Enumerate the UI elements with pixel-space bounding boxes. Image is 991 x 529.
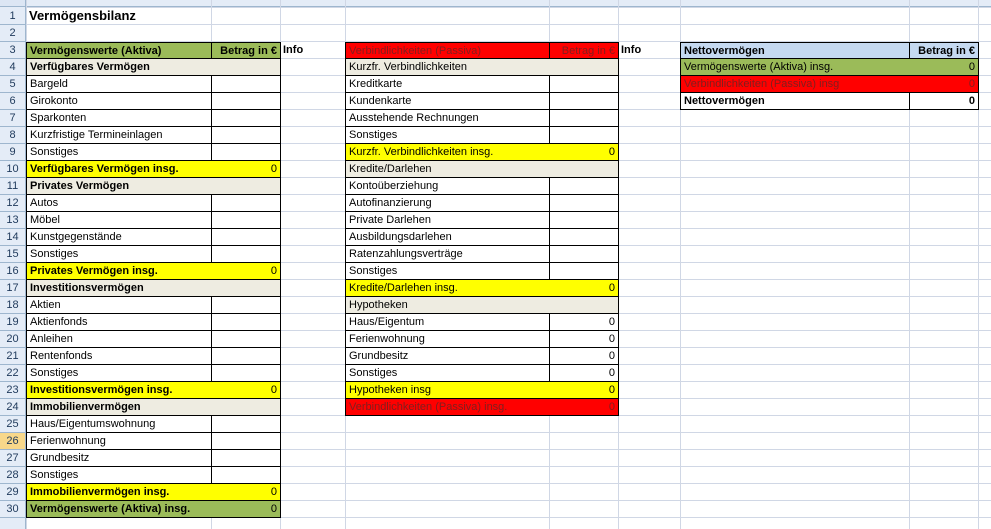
netto-header[interactable]: Nettovermögen — [680, 42, 910, 59]
aktiva-label-cell[interactable]: Ferienwohnung — [26, 433, 212, 450]
passiva-label-cell[interactable]: Kreditkarte — [345, 76, 550, 93]
row-number-26[interactable]: 26 — [0, 433, 25, 450]
passiva-value-cell[interactable] — [549, 229, 619, 246]
aktiva-label-cell[interactable]: Privates Vermögen — [26, 178, 212, 195]
aktiva-value-cell[interactable]: 0 — [211, 161, 281, 178]
passiva-amount-header[interactable]: Betrag in € — [549, 42, 619, 59]
row-number-14[interactable]: 14 — [0, 229, 25, 246]
aktiva-label-cell[interactable]: Sonstiges — [26, 365, 212, 382]
netto-label-cell[interactable]: Vermögenswerte (Aktiva) insg. — [680, 59, 910, 76]
passiva-value-cell[interactable]: 0 — [549, 331, 619, 348]
passiva-label-cell[interactable]: Grundbesitz — [345, 348, 550, 365]
netto-value-cell[interactable]: 0 — [909, 76, 979, 93]
aktiva-value-cell[interactable] — [211, 178, 281, 195]
passiva-label-cell[interactable]: Kredite/Darlehen — [345, 161, 550, 178]
passiva-value-cell[interactable] — [549, 161, 619, 178]
passiva-label-cell[interactable]: Sonstiges — [345, 263, 550, 280]
passiva-label-cell[interactable]: Hypotheken insg — [345, 382, 550, 399]
aktiva-label-cell[interactable]: Verfügbares Vermögen — [26, 59, 212, 76]
aktiva-label-cell[interactable]: Rentenfonds — [26, 348, 212, 365]
aktiva-label-cell[interactable]: Immobilienvermögen insg. — [26, 484, 212, 501]
passiva-value-cell[interactable] — [549, 76, 619, 93]
aktiva-label-cell[interactable]: Aktien — [26, 297, 212, 314]
aktiva-value-cell[interactable] — [211, 229, 281, 246]
passiva-label-cell[interactable]: Ausbildungsdarlehen — [345, 229, 550, 246]
select-all-corner[interactable] — [0, 0, 26, 6]
row-number-1[interactable]: 1 — [0, 8, 25, 25]
passiva-value-cell[interactable] — [549, 110, 619, 127]
aktiva-value-cell[interactable] — [211, 195, 281, 212]
aktiva-label-cell[interactable]: Girokonto — [26, 93, 212, 110]
aktiva-value-cell[interactable] — [211, 212, 281, 229]
passiva-value-cell[interactable] — [549, 246, 619, 263]
row-number-9[interactable]: 9 — [0, 144, 25, 161]
aktiva-label-cell[interactable]: Sonstiges — [26, 467, 212, 484]
aktiva-label-cell[interactable]: Kurzfristige Termineinlagen — [26, 127, 212, 144]
row-number-12[interactable]: 12 — [0, 195, 25, 212]
aktiva-label-cell[interactable]: Sonstiges — [26, 246, 212, 263]
netto-value-cell[interactable]: 0 — [909, 93, 979, 110]
aktiva-label-cell[interactable]: Anleihen — [26, 331, 212, 348]
row-number-21[interactable]: 21 — [0, 348, 25, 365]
passiva-value-cell[interactable] — [549, 212, 619, 229]
aktiva-value-cell[interactable] — [211, 246, 281, 263]
aktiva-value-cell[interactable] — [211, 280, 281, 297]
row-number-5[interactable]: 5 — [0, 76, 25, 93]
passiva-label-cell[interactable]: Haus/Eigentum — [345, 314, 550, 331]
passiva-label-cell[interactable]: Kurzfr. Verbindlichkeiten insg. — [345, 144, 550, 161]
aktiva-value-cell[interactable] — [211, 297, 281, 314]
row-number-24[interactable]: 24 — [0, 399, 25, 416]
passiva-value-cell[interactable] — [549, 59, 619, 76]
row-number-19[interactable]: 19 — [0, 314, 25, 331]
aktiva-label-cell[interactable]: Möbel — [26, 212, 212, 229]
aktiva-label-cell[interactable]: Aktienfonds — [26, 314, 212, 331]
aktiva-label-cell[interactable]: Haus/Eigentumswohnung — [26, 416, 212, 433]
row-number-15[interactable]: 15 — [0, 246, 25, 263]
passiva-value-cell[interactable]: 0 — [549, 382, 619, 399]
row-number-30[interactable]: 30 — [0, 501, 25, 518]
row-header-bar — [0, 7, 26, 529]
aktiva-value-cell[interactable]: 0 — [211, 501, 281, 518]
aktiva-label-cell[interactable]: Privates Vermögen insg. — [26, 263, 212, 280]
passiva-value-cell[interactable] — [549, 127, 619, 144]
aktiva-value-cell[interactable] — [211, 93, 281, 110]
passiva-value-cell[interactable] — [549, 195, 619, 212]
passiva-value-cell[interactable] — [549, 263, 619, 280]
row-number-7[interactable]: 7 — [0, 110, 25, 127]
row-number-3[interactable]: 3 — [0, 42, 25, 59]
aktiva-value-cell[interactable]: 0 — [211, 263, 281, 280]
row-number-23[interactable]: 23 — [0, 382, 25, 399]
aktiva-value-cell[interactable] — [211, 416, 281, 433]
passiva-value-cell[interactable]: 0 — [549, 365, 619, 382]
passiva-label-cell[interactable]: Ferienwohnung — [345, 331, 550, 348]
aktiva-value-cell[interactable] — [211, 331, 281, 348]
passiva-label-cell[interactable]: Ratenzahlungsverträge — [345, 246, 550, 263]
aktiva-value-cell[interactable] — [211, 433, 281, 450]
passiva-value-cell[interactable] — [549, 178, 619, 195]
aktiva-label-cell[interactable]: Autos — [26, 195, 212, 212]
row-number-22[interactable]: 22 — [0, 365, 25, 382]
aktiva-value-cell[interactable]: 0 — [211, 484, 281, 501]
row-number-20[interactable]: 20 — [0, 331, 25, 348]
passiva-label-cell[interactable]: Kundenkarte — [345, 93, 550, 110]
aktiva-label-cell[interactable]: Investitionsvermögen insg. — [26, 382, 212, 399]
passiva-value-cell[interactable]: 0 — [549, 144, 619, 161]
aktiva-label-cell[interactable]: Sparkonten — [26, 110, 212, 127]
aktiva-label-cell[interactable]: Immobilienvermögen — [26, 399, 212, 416]
aktiva-value-cell[interactable] — [211, 76, 281, 93]
aktiva-value-cell[interactable] — [211, 467, 281, 484]
passiva-label-cell[interactable]: Sonstiges — [345, 127, 550, 144]
aktiva-value-cell[interactable] — [211, 110, 281, 127]
passiva-label-cell[interactable]: Sonstiges — [345, 365, 550, 382]
aktiva-label-cell[interactable]: Bargeld — [26, 76, 212, 93]
aktiva-amount-header[interactable]: Betrag in € — [211, 42, 281, 59]
row-number-6[interactable]: 6 — [0, 93, 25, 110]
aktiva-info-label[interactable]: Info — [283, 44, 304, 56]
aktiva-header[interactable]: Vermögenswerte (Aktiva) — [26, 42, 212, 59]
row-number-11[interactable]: 11 — [0, 178, 25, 195]
aktiva-value-cell[interactable] — [211, 127, 281, 144]
passiva-label-cell[interactable]: Kontoüberziehung — [345, 178, 550, 195]
row-number-29[interactable]: 29 — [0, 484, 25, 501]
netto-label-cell[interactable]: Verbindlichkeiten (Passiva) insg — [680, 76, 910, 93]
sheet-title[interactable]: Vermögensbilanz — [29, 8, 136, 23]
column-header-bar[interactable] — [0, 0, 991, 7]
aktiva-label-cell[interactable]: Verfügbares Vermögen insg. — [26, 161, 212, 178]
netto-value-cell[interactable]: 0 — [909, 59, 979, 76]
passiva-label-cell[interactable]: Kredite/Darlehen insg. — [345, 280, 550, 297]
row-number-13[interactable]: 13 — [0, 212, 25, 229]
aktiva-label-cell[interactable]: Investitionsvermögen — [26, 280, 212, 297]
row-number-4[interactable]: 4 — [0, 59, 25, 76]
aktiva-value-cell[interactable] — [211, 144, 281, 161]
row-number-27[interactable]: 27 — [0, 450, 25, 467]
aktiva-label-cell[interactable]: Vermögenswerte (Aktiva) insg. — [26, 501, 212, 518]
passiva-label-cell[interactable]: Ausstehende Rechnungen — [345, 110, 550, 127]
passiva-label-cell[interactable]: Verbindlichkeiten (Passiva) insg. — [345, 399, 550, 416]
aktiva-value-cell[interactable] — [211, 59, 281, 76]
passiva-header[interactable]: Verbindlichkeiten (Passiva) — [345, 42, 550, 59]
netto-amount-header[interactable]: Betrag in € — [909, 42, 979, 59]
passiva-info-label[interactable]: Info — [621, 44, 642, 56]
passiva-label-cell[interactable]: Autofinanzierung — [345, 195, 550, 212]
aktiva-value-cell[interactable]: 0 — [211, 382, 281, 399]
passiva-label-cell[interactable]: Kurzfr. Verbindlichkeiten — [345, 59, 550, 76]
row-number-18[interactable]: 18 — [0, 297, 25, 314]
row-number-16[interactable]: 16 — [0, 263, 25, 280]
passiva-value-cell[interactable] — [549, 297, 619, 314]
passiva-value-cell[interactable]: 0 — [549, 314, 619, 331]
passiva-value-cell[interactable]: 0 — [549, 399, 619, 416]
passiva-value-cell[interactable]: 0 — [549, 348, 619, 365]
aktiva-value-cell[interactable] — [211, 450, 281, 467]
passiva-label-cell[interactable]: Private Darlehen — [345, 212, 550, 229]
aktiva-label-cell[interactable]: Grundbesitz — [26, 450, 212, 467]
netto-label-cell[interactable]: Nettovermögen — [680, 93, 910, 110]
aktiva-label-cell[interactable]: Sonstiges — [26, 144, 212, 161]
passiva-label-cell[interactable]: Hypotheken — [345, 297, 550, 314]
row-number-10[interactable]: 10 — [0, 161, 25, 178]
row-number-25[interactable]: 25 — [0, 416, 25, 433]
passiva-value-cell[interactable] — [549, 93, 619, 110]
aktiva-value-cell[interactable] — [211, 348, 281, 365]
row-number-17[interactable]: 17 — [0, 280, 25, 297]
row-number-28[interactable]: 28 — [0, 467, 25, 484]
aktiva-value-cell[interactable] — [211, 365, 281, 382]
aktiva-value-cell[interactable] — [211, 314, 281, 331]
aktiva-value-cell[interactable] — [211, 399, 281, 416]
aktiva-label-cell[interactable]: Kunstgegenstände — [26, 229, 212, 246]
row-number-8[interactable]: 8 — [0, 127, 25, 144]
passiva-value-cell[interactable]: 0 — [549, 280, 619, 297]
row-number-2[interactable]: 2 — [0, 25, 25, 42]
